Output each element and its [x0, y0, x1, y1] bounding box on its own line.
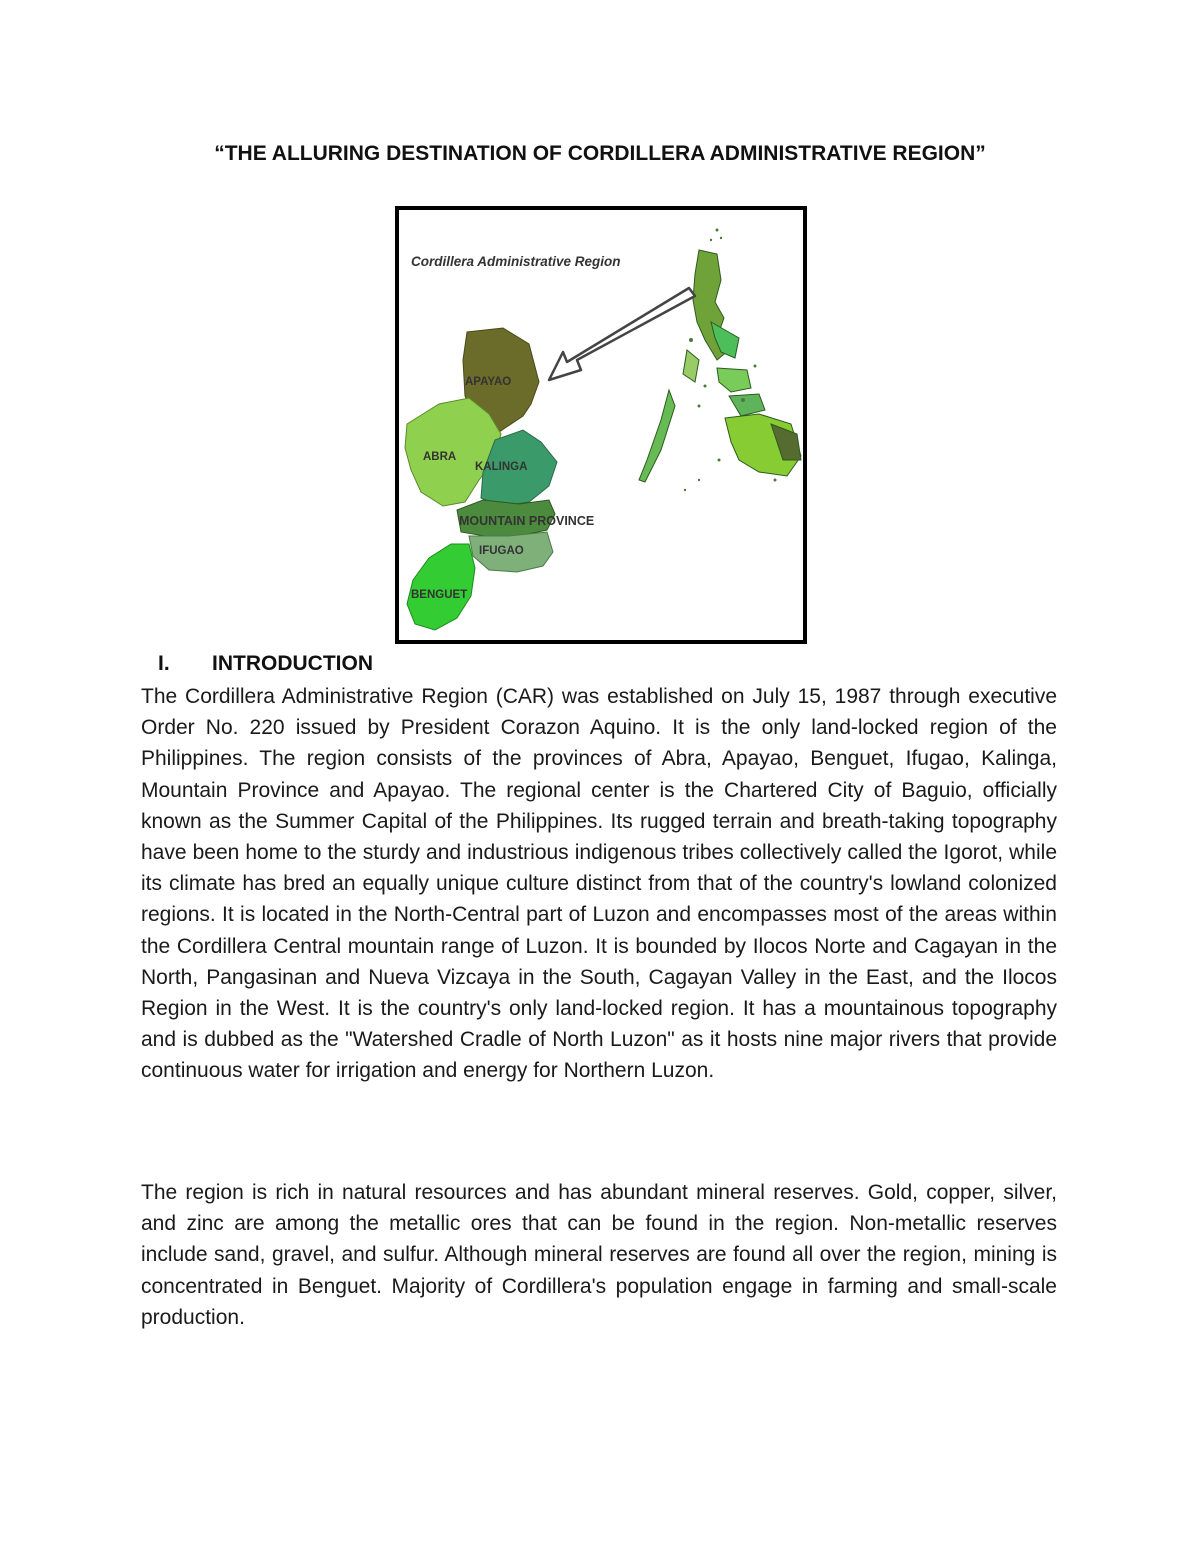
map-caption: Cordillera Administrative Region: [411, 254, 621, 269]
label-benguet: BENGUET: [411, 589, 468, 601]
page-title: “THE ALLURING DESTINATION OF CORDILLERA ADMINISTRATIVE REGION”: [214, 142, 986, 165]
label-abra: ABRA: [423, 451, 457, 463]
section-title: INTRODUCTION: [212, 652, 373, 675]
section-heading: [158, 652, 373, 676]
visayas-shape-2: [729, 394, 765, 416]
cordillera-provinces: [405, 328, 557, 630]
label-kalinga: KALINGA: [475, 461, 528, 473]
label-mountain-province: MOUNTAIN PROVINCE: [459, 514, 595, 528]
intro-paragraph-1: The Cordillera Administrative Region (CAR) was established on July 15, 1987 through executive Order No. 220 issued by President Corazon Aquino. It is the only land-locked region of the Philippines. The region consists of the provinces of Abra, Apayao, Benguet, Ifugao, Kalinga, Mountain Province and Apayao. The regional center is the Chartered City of Baguio, officially known as the Summer Capital of the Philippines. Its rugged terrain and breath-taking topography have been home to the sturdy and industrious indigenous tribes collectively called the Igorot, while its climate has bred an equally unique culture distinct from that of the country's lowland colonized regions. It is located in the North-Central part of Luzon and encompasses most of the areas within the Cordillera Central mountain range of Luzon. It is bounded by Ilocos Norte and Cagayan in the North, Pangasinan and Nueva Vizcaya in the South, Cagayan Valley in the East, and the Ilocos Region in the West. It is the country's only land-locked region. It has a mountainous topography and is dubbed as the "Watershed Cradle of North Luzon" as it hosts nine major rivers that provide continuous water for irrigation and energy for Northern Luzon.: [141, 685, 1057, 1083]
palawan-shape: [639, 390, 675, 482]
region-map-figure: [395, 206, 807, 644]
arrow-icon: [549, 288, 695, 380]
label-ifugao: IFUGAO: [479, 545, 524, 557]
visayas-shape-1: [717, 368, 751, 392]
intro-paragraph-2: The region is rich in natural resources and has abundant mineral reserves. Gold, copper, silver, and zinc are among the metallic ores that can be found in the region. Non-metallic reserves include sand, gravel, and sulfur. Although mineral reserves are found all over the region, mining is concentrated in Benguet. Majority of Cordillera's population engage in farming and small-scale production.: [141, 1181, 1057, 1329]
mindoro-shape: [683, 350, 699, 382]
label-apayao: APAYAO: [465, 376, 512, 388]
philippines-islands: [639, 229, 801, 492]
region-map: [399, 210, 803, 640]
province-benguet: [407, 544, 475, 630]
section-number: I.: [158, 652, 170, 675]
